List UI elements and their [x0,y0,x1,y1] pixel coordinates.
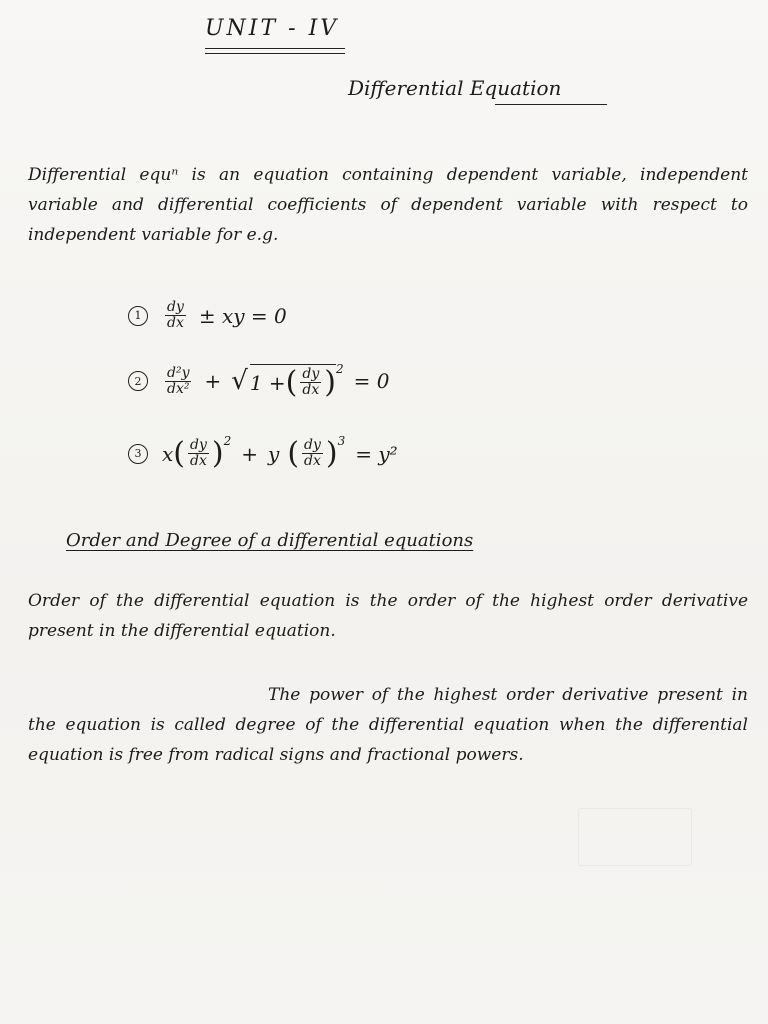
lead-variable: x [162,441,174,466]
exponent: 3 [337,433,346,448]
example-number-1: 1 [128,306,148,326]
unit-heading: UNIT - IV [205,16,340,41]
example-number-2: 2 [128,371,148,391]
exponent: 2 [223,433,232,448]
inner-fraction [300,367,321,398]
example-equation-1 [128,300,297,331]
fraction-numerator: dy [302,366,320,382]
exponent: 2 [335,362,344,376]
radicand-prefix: 1 + [249,370,286,395]
fraction-denominator: dx [167,315,184,331]
example-number-3: 3 [128,444,148,464]
unit-underline [205,48,345,49]
degree-definition-paragraph [28,680,748,770]
right-hand-side: = y² [355,441,398,466]
fraction-denominator: dx [302,382,320,398]
example-equation-3: 3 x ( $\frac{dy}{dx}$ ) $^2$ + y ( $\frac{dy}{dx}$ ) $^3$ = y² [128,438,408,469]
example-equation-2 [128,364,399,398]
order-definition-paragraph: Order of the differential equation is the order of the highest order derivative present in the differential equation. [28,591,748,641]
plus-sign: + [241,441,258,466]
fraction-denominator: dx [304,453,321,469]
radical-sign: √ [231,366,248,396]
paper-smudge [578,808,692,866]
fraction-numerator: dy [190,437,207,453]
derivative-fraction-1 [188,438,209,469]
page-title: Differential Equation [348,76,562,100]
second-derivative-fraction [165,366,191,397]
fraction-denominator: dx² [167,380,190,397]
radicand: 1 + ( $\frac{dy}{dx}$ ) [249,364,336,400]
mid-variable: y [268,441,280,466]
derivative-fraction-2 [302,438,323,469]
fraction-denominator: dx [190,453,207,469]
intro-paragraph: Differential equⁿ is an equation containing dependent variable, independent variable and differential coefficients of dependent variable with respect to independent variable for e.g. [28,165,748,245]
derivative-fraction [165,300,186,331]
section-heading: Order and Degree of a differential equations [66,530,474,551]
unit-double-underline [205,53,345,54]
equation-rest: = 0 [353,369,390,393]
plus-sign: + [204,369,222,393]
equation-rest: ± xy = 0 [198,303,287,328]
fraction-numerator: dy [167,299,184,315]
fraction-numerator: d²y [167,364,190,381]
fraction-numerator: dy [304,437,321,453]
title-underline [495,104,607,105]
degree-definition-text: The power of the highest order derivative present in the equation is called degree of the differential equation when the differential equation is free from radical signs and fractional powers. [28,685,748,765]
